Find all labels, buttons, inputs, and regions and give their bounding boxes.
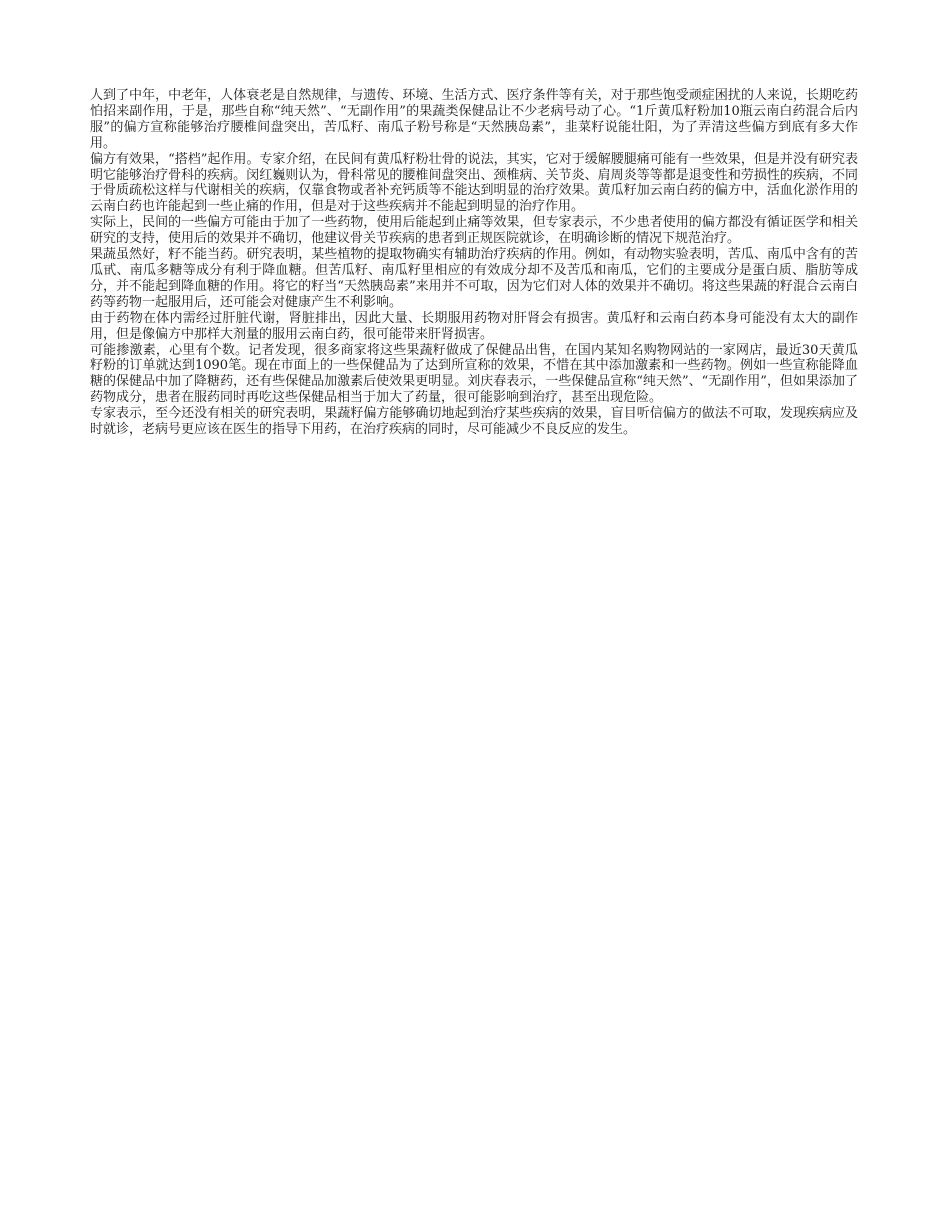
paragraph-1: 人到了中年，中老年，人体衰老是自然规律，与遗传、环境、生活方式、医疗条件等有关，对于那些饱受顽症困扰的人来说，长期吃药怕招来副作用，于是，那些自称“纯天然”、“无副作用”的果蔬类保健品让不少老病号动了心。“1斤黄瓜籽粉加10瓶云南白药混合后内服”的偏方宣称能够治疗腰椎间盘突出，苦瓜籽、南瓜子粉号称是“天然胰岛素”，韭菜籽说能壮阳，为了弄清这些偏方到底有多大作用。 bbox=[90, 88, 858, 151]
paragraph-6: 可能掺激素，心里有个数。记者发现，很多商家将这些果蔬籽做成了保健品出售，在国内某知名购物网站的一家网店，最近30天黄瓜籽粉的订单就达到1090笔。现在市面上的一些保健品为了达到所宣称的效果，不惜在其中添加激素和一些药物。例如一些宣称能降血糖的保健品中加了降糖药，还有些保健品加激素后使效果更明显。刘庆春表示，一些保健品宣称“纯天然”、“无副作用”，但如果添加了药物成分，患者在服药同时再吃这些保健品相当于加大了药量，很可能影响到治疗，甚至出现危险。 bbox=[90, 342, 858, 406]
paragraph-4: 果蔬虽然好，籽不能当药。研究表明，某些植物的提取物确实有辅助治疗疾病的作用。例如，有动物实验表明，苦瓜、南瓜中含有的苦瓜甙、南瓜多糖等成分有利于降血糖。但苦瓜籽、南瓜籽里相应的有效成分却不及苦瓜和南瓜，它们的主要成分是蛋白质、脂肪等成分，并不能起到降血糖的作用。将它的籽当“天然胰岛素”来用并不可取，因为它们对人体的效果并不确切。将这些果蔬的籽混合云南白药等药物一起服用后，还可能会对健康产生不利影响。 bbox=[90, 247, 858, 310]
paragraph-5: 由于药物在体内需经过肝脏代谢，肾脏排出，因此大量、长期服用药物对肝肾会有损害。黄瓜籽和云南白药本身可能没有太大的副作用，但是像偏方中那样大剂量的服用云南白药，很可能带来肝肾损害。 bbox=[90, 310, 858, 342]
article-body bbox=[90, 88, 858, 438]
paragraph-2: 偏方有效果，“搭档”起作用。专家介绍，在民间有黄瓜籽粉壮骨的说法，其实，它对于缓解腰腿痛可能有一些效果，但是并没有研究表明它能够治疗骨科的疾病。闵红巍则认为，骨科常见的腰椎间盘突出、颈椎病、关节炎、肩周炎等等都是退变性和劳损性的疾病，不同于骨质疏松这样与代谢相关的疾病，仅靠食物或者补充钙质等不能达到明显的治疗效果。黄瓜籽加云南白药的偏方中，活血化淤作用的云南白药也许能起到一些止痛的作用，但是对于这些疾病并不能起到明显的治疗作用。 bbox=[90, 151, 858, 215]
paragraph-7: 专家表示，至今还没有相关的研究表明，果蔬籽偏方能够确切地起到治疗某些疾病的效果，盲目听信偏方的做法不可取，发现疾病应及时就诊，老病号更应该在医生的指导下用药，在治疗疾病的同时，尽可能减少不良反应的发生。 bbox=[90, 406, 858, 438]
paragraph-3: 实际上，民间的一些偏方可能由于加了一些药物，使用后能起到止痛等效果，但专家表示，不少患者使用的偏方都没有循证医学和相关研究的支持，使用后的效果并不确切，他建议骨关节疾病的患者到正规医院就诊，在明确诊断的情况下规范治疗。 bbox=[90, 215, 858, 247]
